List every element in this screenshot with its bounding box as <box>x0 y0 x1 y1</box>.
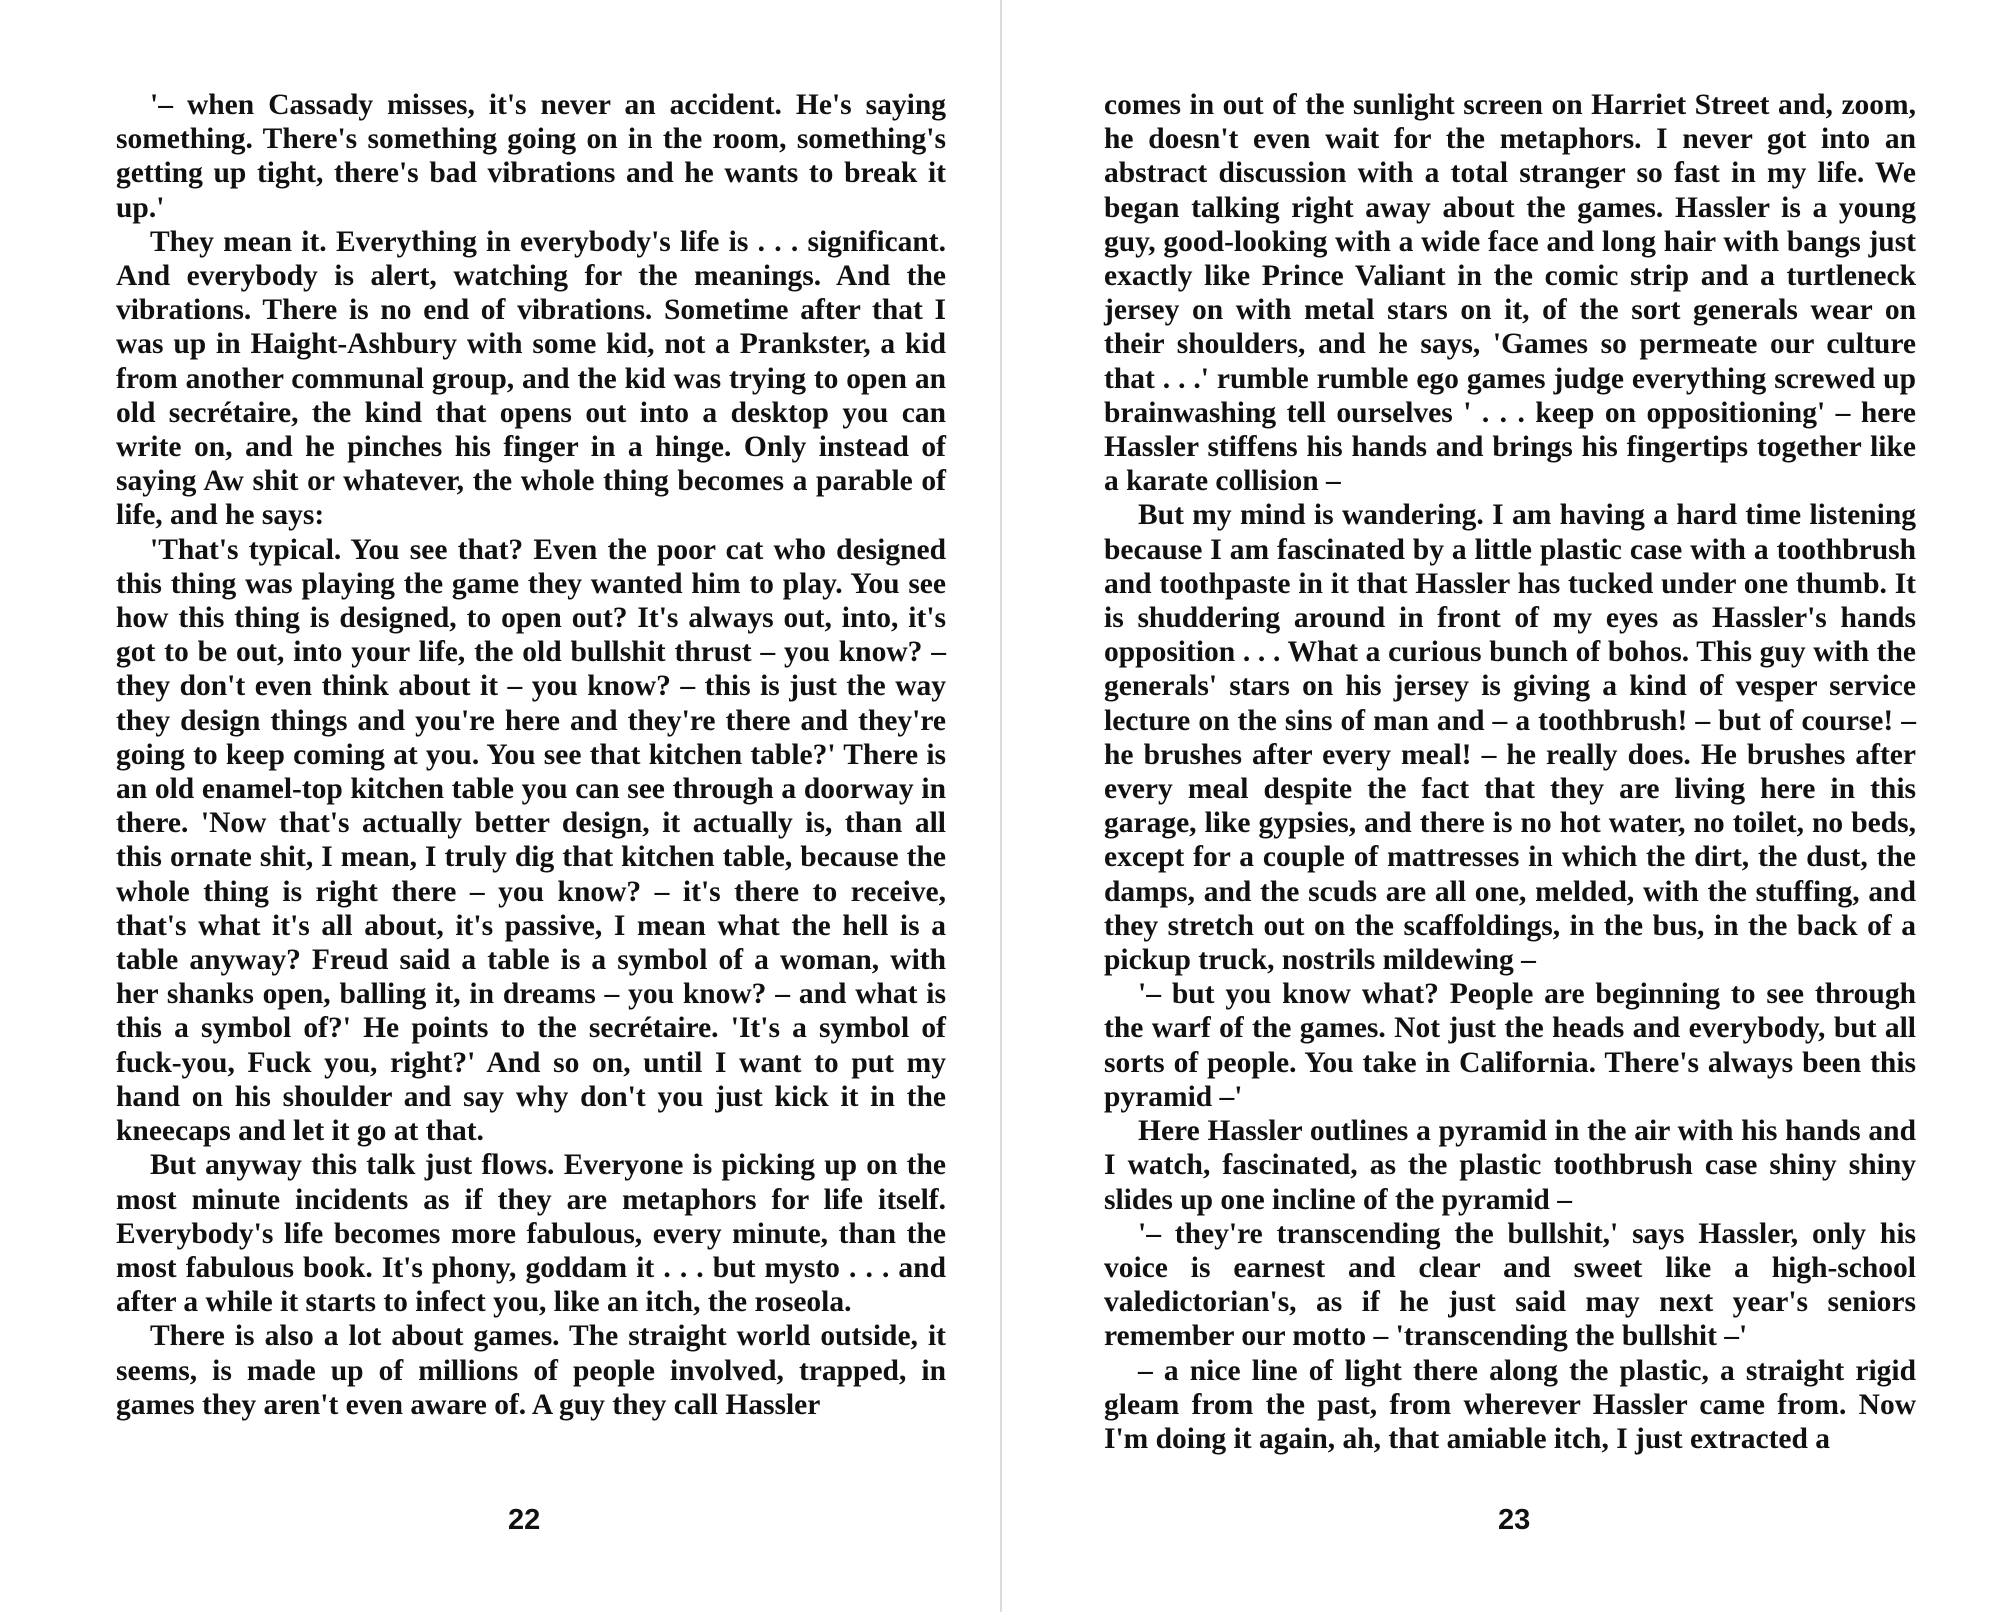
page-number: 23 <box>1498 1504 1531 1536</box>
paragraph: '– when Cassady misses, it's never an accident. He's saying something. There's something going on in the room, something's getting up tight, there's bad vibrations and he wants to break it up.' <box>116 89 946 224</box>
page-number: 22 <box>508 1504 541 1536</box>
paragraph: But my mind is wandering. I am having a hard time listening because I am fascinated by a little plastic case with a toothbrush and toothpaste in it that Hassler has tucked under one thumb. It is shuddering around in front of my eyes as Hassler's hands opposition . . . What a curious bunch of bohos. This guy with the generals' stars on his jersey is giving a kind of vesper service lecture on the sins of man and – a toothbrush! – but of course! – he brushes after every meal! – he really does. He brushes after every meal despite the fact that they are living here in this garage, like gypsies, and there is no hot water, no toilet, no beds, except for a couple of mattresses in which the dirt, the dust, the damps, and the scuds are all one, melded, with the stuffing, and they stretch out on the scaffoldings, in the bus, in the back of a pickup truck, nostrils mildewing – <box>1104 499 1916 977</box>
left-page <box>116 88 946 1422</box>
paragraph: They mean it. Everything in everybody's life is . . . significant. And everybody is alert, watching for the meanings. And the vibrations. There is no end of vibrations. Sometime after that I was up in Haight-Ashbury with some kid, not a Prankster, a kid from another communal group, and the kid was trying to open an old secrétaire, the kind that opens out into a desktop you can write on, and he pinches his finger in a hinge. Only instead of saying Aw shit or whatever, the whole thing becomes a parable of life, and he says: <box>116 225 946 532</box>
right-page <box>1104 88 1916 1456</box>
paragraph: There is also a lot about games. The straight world outside, it seems, is made up of millions of people involved, trapped, in games they aren't even aware of. A guy they call Hassler <box>116 1320 946 1421</box>
paragraph: '– but you know what? People are beginning to see through the warf of the games. Not just the heads and everybody, but all sorts of people. You take in California. There's always been this pyramid –' <box>1104 978 1916 1113</box>
paragraph: 'That's typical. You see that? Even the poor cat who designed this thing was playing the game they wanted him to play. You see how this thing is designed, to open out? It's always out, into, it's got to be out, into your life, the old bullshit thrust – you know? – they don't even think about it – you know? – this is just the way they design things and you're here and they're there and they're going to keep coming at you. You see that kitchen table?' There is an old enamel-top kitchen table you can see through a doorway in there. 'Now that's actually better design, it actually is, than all this ornate shit, I mean, I truly dig that kitchen table, because the whole thing is right there – you know? – it's there to receive, that's what it's all about, it's passive, I mean what the hell is a table anyway? Freud said a table is a symbol of a woman, with her shanks open, balling it, in dreams – you know? – and what is this a symbol of?' He points to the secrétaire. 'It's a symbol of fuck-you, Fuck you, right?' And so on, until I want to put my hand on his shoulder and say why don't you just kick it in the kneecaps and let it go at that. <box>116 533 946 1148</box>
paragraph: Here Hassler outlines a pyramid in the air with his hands and I watch, fascinated, as the plastic toothbrush case shiny shiny slides up one incline of the pyramid – <box>1104 1115 1916 1216</box>
paragraph: – a nice line of light there along the plastic, a straight rigid gleam from the past, from wherever Hassler came from. Now I'm doing it again, ah, that amiable itch, I just extracted a <box>1104 1354 1916 1455</box>
paragraph: '– they're transcending the bullshit,' says Hassler, only his voice is earnest and clear and sweet like a high-school valedictorian's, as if he just said may next year's seniors remember our motto – 'transcending the bullshit –' <box>1104 1217 1916 1353</box>
paragraph: But anyway this talk just flows. Everyone is picking up on the most minute incidents as if they are metaphors for life itself. Everybody's life becomes more fabulous, every minute, than the most fabulous book. It's phony, goddam it . . . but mysto . . . and after a while it starts to infect you, like an itch, the roseola. <box>116 1149 946 1319</box>
book-gutter <box>1000 0 1002 1612</box>
paragraph: comes in out of the sunlight screen on Harriet Street and, zoom, he doesn't even wait for the metaphors. I never got into an abstract discussion with a total stranger so fast in my life. We began talking right away about the games. Hassler is a young guy, good-looking with a wide face and long hair with bangs just exactly like Prince Valiant in the comic strip and a turtleneck jersey on with metal stars on it, of the sort generals wear on their shoulders, and he says, 'Games so permeate our culture that . . .' rumble rumble ego games judge everything screwed up brainwashing tell ourselves ' . . . keep on oppositioning' – here Hassler stiffens his hands and brings his fingertips together like a karate collision – <box>1104 89 1916 498</box>
